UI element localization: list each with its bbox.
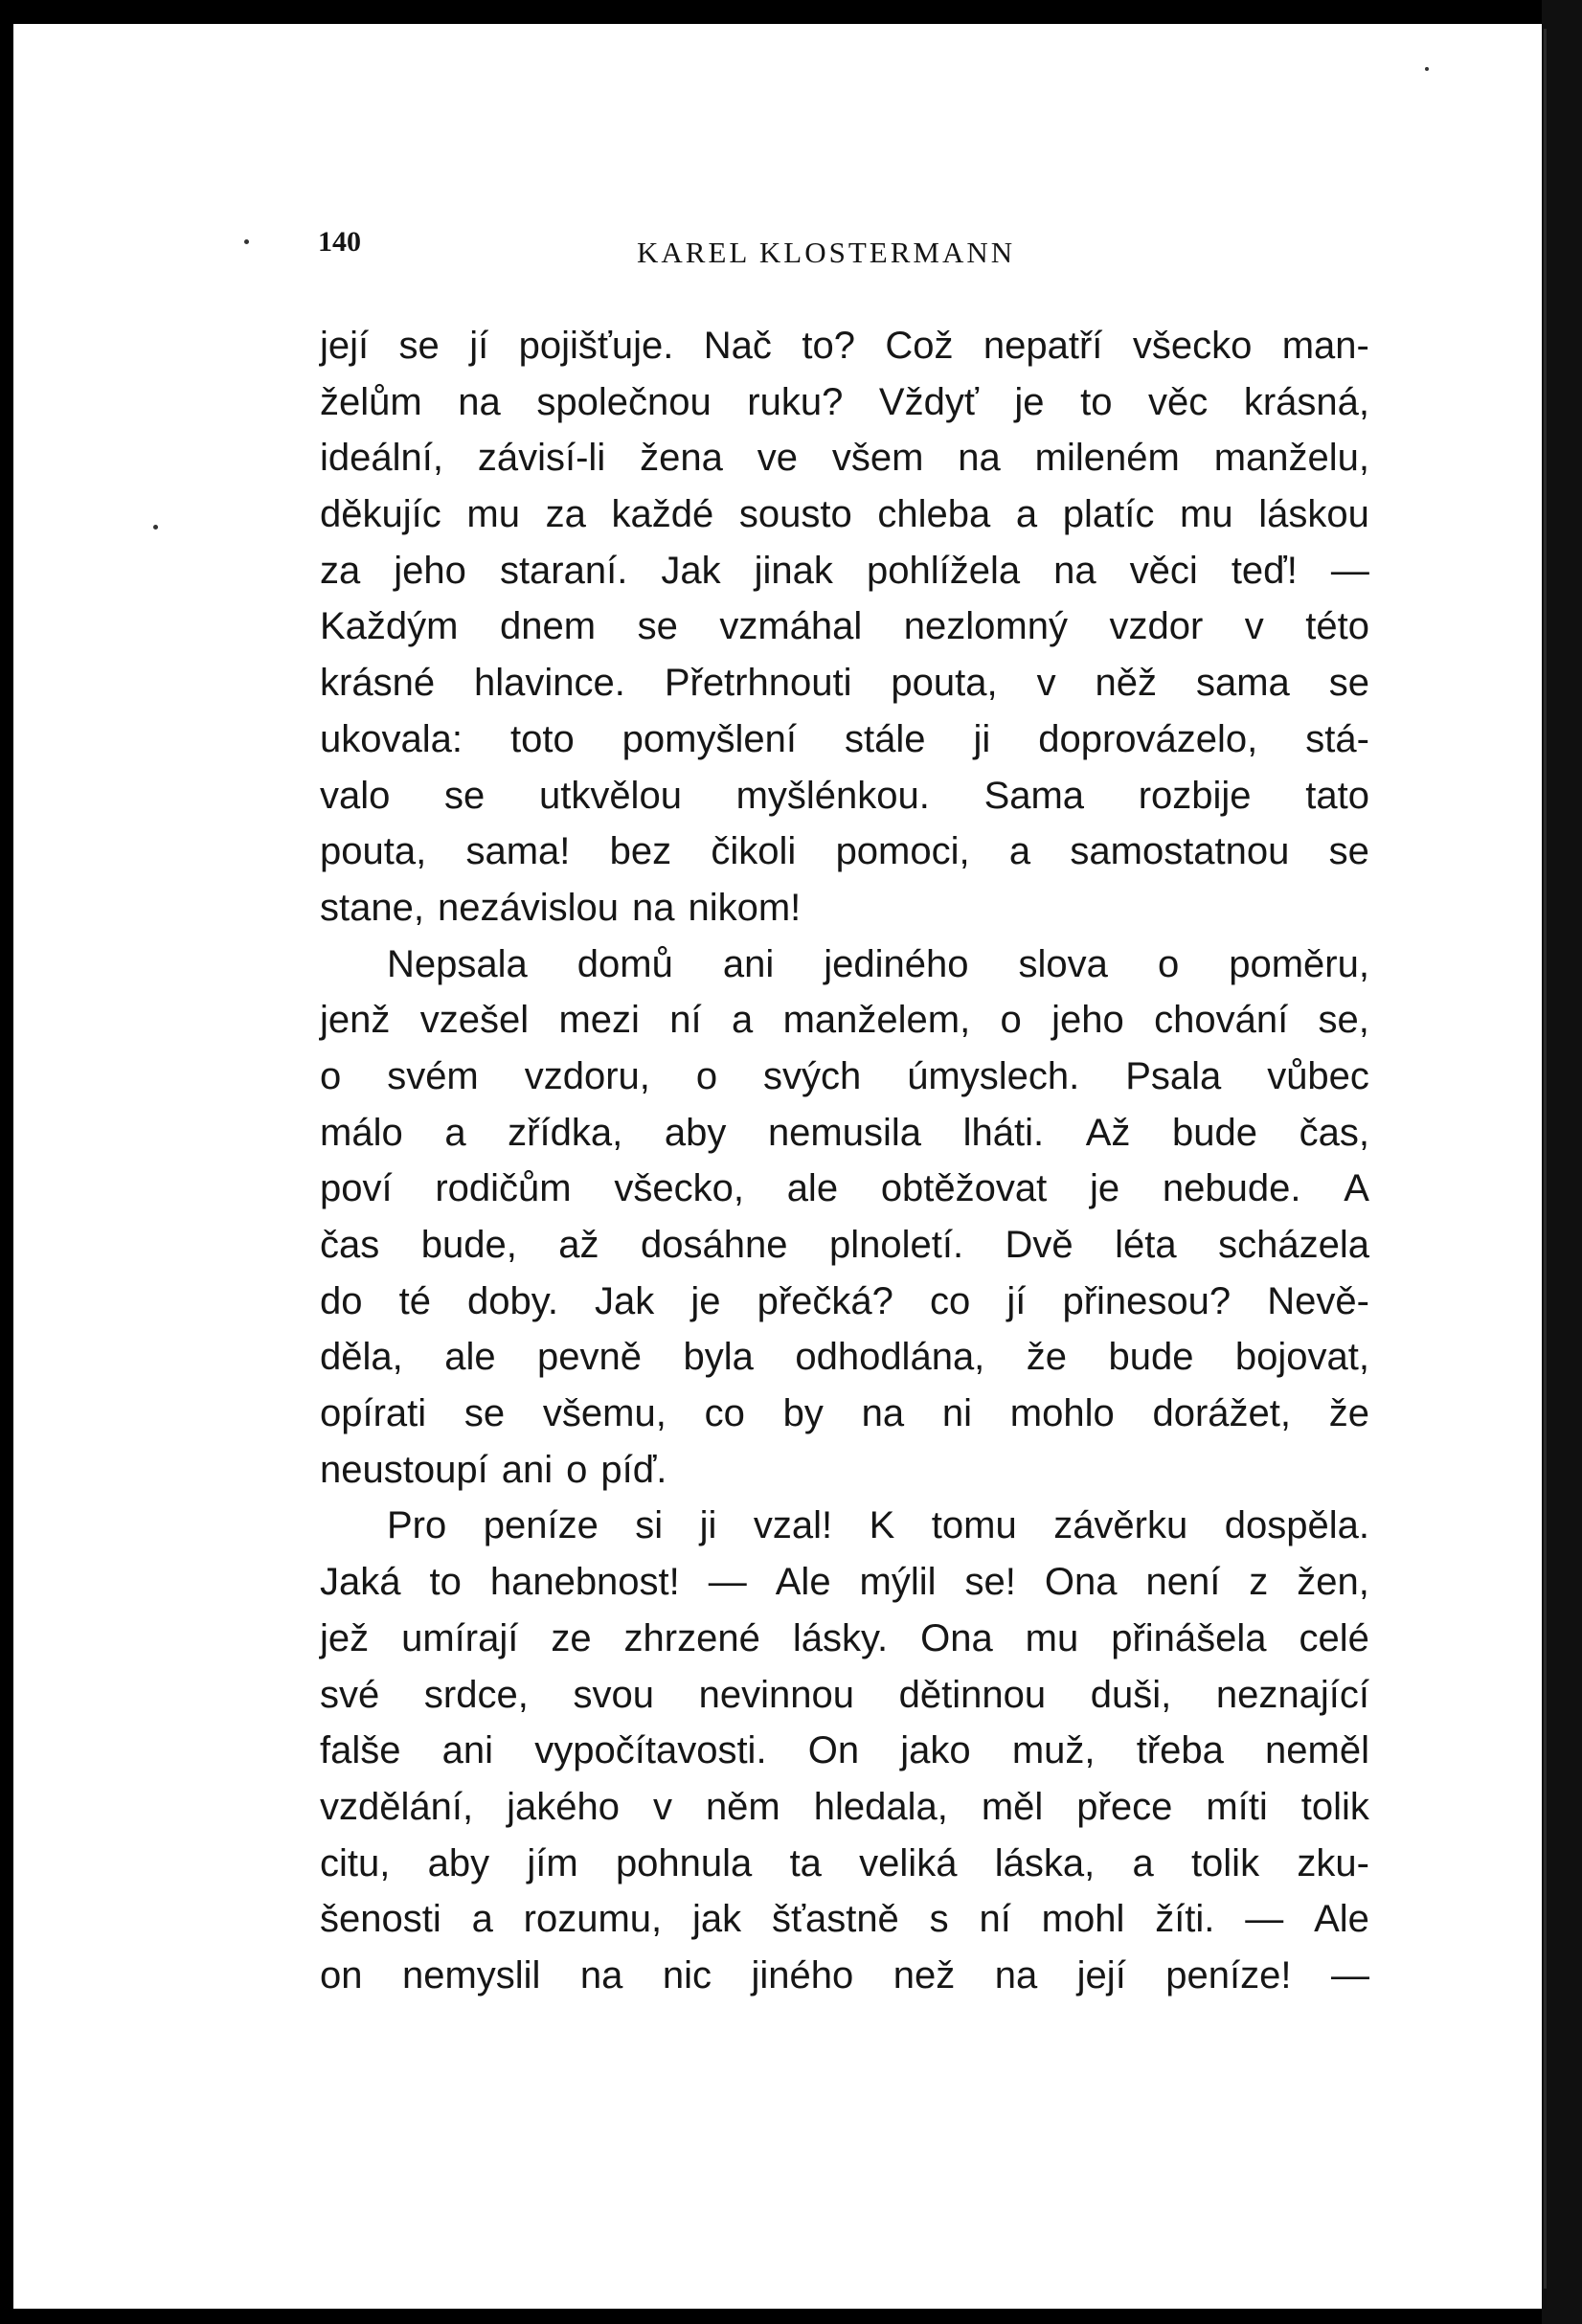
- word: lháti.: [962, 1111, 1045, 1154]
- word: Psala: [1125, 1054, 1222, 1097]
- word: opírati: [320, 1392, 427, 1435]
- word: se: [637, 605, 678, 648]
- word: krásná,: [1243, 380, 1369, 423]
- word: toto: [509, 717, 575, 760]
- word: do: [320, 1279, 363, 1322]
- word: pohlížela: [866, 549, 1021, 592]
- word: Ona: [920, 1616, 993, 1659]
- word: Nač: [703, 325, 772, 367]
- text-line: [320, 1836, 1369, 1892]
- text-line: [320, 1948, 1369, 2004]
- word: v: [652, 1785, 672, 1828]
- running-head: KAREL KLOSTERMANN: [637, 236, 1016, 269]
- word: vůbec: [1267, 1054, 1369, 1097]
- word: jeho: [1051, 999, 1124, 1042]
- word: domů: [576, 942, 673, 985]
- word: jež: [320, 1616, 370, 1659]
- word: se,: [1318, 999, 1369, 1042]
- word: jinak: [754, 549, 833, 592]
- text-line: [320, 1386, 1369, 1442]
- word: duši,: [1090, 1673, 1172, 1716]
- word: a: [1132, 1841, 1154, 1884]
- word: se: [1328, 662, 1369, 705]
- word: bude: [1108, 1336, 1194, 1379]
- word: mezi: [558, 999, 640, 1042]
- word: platíc: [1062, 493, 1155, 536]
- word: Nepsala: [387, 942, 528, 985]
- word: Až: [1085, 1111, 1131, 1154]
- text-line: [320, 374, 1369, 431]
- text-line: [320, 1329, 1369, 1386]
- word: sama!: [465, 830, 571, 873]
- word: man-: [1281, 325, 1369, 367]
- word: lásky.: [792, 1616, 889, 1659]
- word: umírají: [401, 1616, 519, 1659]
- text-line: [320, 1667, 1369, 1724]
- word: jediného: [824, 942, 969, 985]
- word: než: [893, 1953, 956, 1997]
- word: ní: [979, 1898, 1011, 1941]
- word: všecko: [1132, 325, 1253, 367]
- word: zku-: [1297, 1841, 1369, 1884]
- word: té: [398, 1279, 431, 1322]
- word: a: [731, 999, 754, 1042]
- word: pouta,: [891, 662, 998, 705]
- word: jiného: [751, 1953, 854, 1997]
- word: mohl: [1041, 1898, 1125, 1941]
- word: se: [398, 325, 440, 367]
- word: ale: [786, 1167, 839, 1210]
- word: bude: [1172, 1111, 1258, 1154]
- word: jak: [691, 1898, 742, 1941]
- word: Ale: [1314, 1898, 1369, 1941]
- word: vzmáhal: [719, 605, 863, 648]
- word: Dvě: [1005, 1224, 1074, 1266]
- word: tolik: [1190, 1841, 1260, 1884]
- word: společnou: [536, 380, 712, 423]
- word: A: [1344, 1167, 1369, 1210]
- word: —: [1245, 1898, 1284, 1941]
- word: Ale: [775, 1561, 831, 1604]
- word: ji: [699, 1504, 717, 1547]
- word: neměl: [1265, 1729, 1369, 1772]
- word: byla: [683, 1336, 754, 1379]
- word: přinášela: [1111, 1616, 1267, 1659]
- word: a: [444, 1111, 466, 1154]
- word: své: [320, 1673, 380, 1716]
- scan-speck: [153, 525, 158, 530]
- word: děla,: [320, 1336, 403, 1379]
- word: za: [545, 493, 586, 536]
- word: svém: [387, 1054, 479, 1097]
- word: léta: [1115, 1224, 1177, 1266]
- word: Ona: [1044, 1561, 1118, 1604]
- word: láskou: [1258, 493, 1369, 536]
- word: nikom!: [688, 886, 802, 929]
- word: že: [1328, 1392, 1369, 1435]
- word: samostatnou: [1070, 830, 1290, 873]
- text-line: [320, 1723, 1369, 1779]
- word: staraní.: [499, 549, 628, 592]
- word: věc: [1148, 380, 1209, 423]
- word: ani: [722, 942, 775, 985]
- word: ve: [757, 437, 798, 480]
- word: o: [566, 1448, 588, 1491]
- word: tolik: [1300, 1785, 1369, 1828]
- word: manželem,: [782, 999, 971, 1042]
- word: nebude.: [1162, 1167, 1301, 1210]
- text-line: [320, 1161, 1369, 1217]
- word: z: [1249, 1561, 1269, 1604]
- word: pohnula: [615, 1841, 753, 1884]
- word: v: [1036, 662, 1056, 705]
- word: veliká: [859, 1841, 958, 1884]
- word: srdce,: [423, 1673, 529, 1716]
- text-line: [320, 1049, 1369, 1105]
- word: manželu,: [1213, 437, 1369, 480]
- page-number: 140: [318, 226, 361, 258]
- word: přečká?: [757, 1279, 893, 1322]
- word: zhrzené: [623, 1616, 760, 1659]
- text-line: [320, 768, 1369, 824]
- word: neznající: [1215, 1673, 1369, 1716]
- scan-speck: [244, 239, 249, 244]
- text-line: [320, 1105, 1369, 1162]
- word: a: [1015, 493, 1038, 536]
- word: láska,: [994, 1841, 1096, 1884]
- word: to?: [802, 325, 855, 367]
- word: její: [1076, 1953, 1126, 1997]
- word: peníze!: [1165, 1953, 1292, 1997]
- word: krásné: [320, 662, 436, 705]
- word: sousto: [738, 493, 852, 536]
- word: děkujíc: [320, 493, 441, 536]
- word: věci: [1129, 549, 1198, 592]
- text-line: [320, 543, 1369, 599]
- word: muž,: [1011, 1729, 1096, 1772]
- word: je: [690, 1279, 721, 1322]
- word: bude,: [420, 1224, 517, 1266]
- word: a: [1008, 830, 1031, 873]
- word: jí: [1006, 1279, 1027, 1322]
- word: —: [1330, 549, 1369, 592]
- text-line: [320, 1611, 1369, 1667]
- word: ta: [789, 1841, 822, 1884]
- word: nemyslil: [401, 1953, 541, 1997]
- word: bez: [609, 830, 672, 873]
- word: doprovázelo,: [1038, 717, 1258, 760]
- word: jenž: [320, 999, 391, 1042]
- word: —: [1330, 1953, 1369, 1997]
- word: pojišťuje.: [518, 325, 674, 367]
- word: jako: [900, 1729, 971, 1772]
- word: co: [704, 1392, 745, 1435]
- word: ni: [941, 1392, 972, 1435]
- word: odhodlána,: [795, 1336, 985, 1379]
- word: rozumu,: [523, 1898, 663, 1941]
- word: čas: [320, 1224, 380, 1266]
- word: Nevě-: [1267, 1279, 1369, 1322]
- word: scházela: [1218, 1224, 1369, 1266]
- word: o: [1157, 942, 1180, 985]
- text-line: [320, 1217, 1369, 1274]
- text-line: [320, 486, 1369, 543]
- word: Jaká: [320, 1561, 401, 1604]
- word: si: [635, 1504, 664, 1547]
- word: to: [429, 1561, 462, 1604]
- word: jím: [527, 1841, 578, 1884]
- text-line: [320, 1442, 1369, 1499]
- word: dospěla.: [1224, 1504, 1369, 1547]
- word: nezávislou: [437, 886, 619, 929]
- word: až: [558, 1224, 599, 1266]
- word: utkvělou: [538, 774, 682, 817]
- word: ukovala:: [320, 717, 463, 760]
- word: mu: [466, 493, 520, 536]
- word: žíti.: [1155, 1898, 1215, 1941]
- word: vzdor: [1109, 605, 1204, 648]
- word: aby: [664, 1111, 727, 1154]
- word: stále: [844, 717, 926, 760]
- word: nic: [662, 1953, 712, 1997]
- word: pomoci,: [835, 830, 970, 873]
- text-line: [320, 1779, 1369, 1836]
- word: ale: [444, 1336, 496, 1379]
- word: málo: [320, 1111, 403, 1154]
- text-line: [320, 880, 1369, 936]
- text-line: [320, 1891, 1369, 1948]
- word: všecko,: [614, 1167, 744, 1210]
- word: na: [994, 1953, 1038, 1997]
- word: valo: [320, 774, 391, 817]
- word: nemusila: [767, 1111, 922, 1154]
- word: jakého: [507, 1785, 620, 1828]
- word: Přetrhnouti: [664, 662, 852, 705]
- word: ruku?: [747, 380, 844, 423]
- word: žena: [640, 437, 723, 480]
- word: poví: [320, 1167, 393, 1210]
- word: zřídka,: [508, 1111, 623, 1154]
- word: mu: [1025, 1616, 1079, 1659]
- word: něm: [705, 1785, 780, 1828]
- word: pouta,: [320, 830, 427, 873]
- word: je: [1090, 1167, 1120, 1210]
- word: mýlil: [859, 1561, 937, 1604]
- word: Vždyť: [878, 380, 979, 423]
- text-line: [320, 655, 1369, 711]
- word: falše: [320, 1729, 401, 1772]
- text-line: [320, 1554, 1369, 1611]
- word: doby.: [467, 1279, 558, 1322]
- word: na: [1053, 549, 1096, 592]
- word: dorážet,: [1152, 1392, 1291, 1435]
- word: nepatří: [983, 325, 1103, 367]
- word: hledala,: [813, 1785, 948, 1828]
- word: se!: [964, 1561, 1016, 1604]
- scan-speck: [1425, 67, 1429, 71]
- word: sama: [1195, 662, 1290, 705]
- word: mileném: [1034, 437, 1180, 480]
- word: K: [869, 1504, 895, 1547]
- word: o: [695, 1054, 718, 1097]
- word: mohlo: [1009, 1392, 1115, 1435]
- word: šťastně: [771, 1898, 899, 1941]
- word: poměru,: [1229, 942, 1369, 985]
- word: slova: [1018, 942, 1108, 985]
- word: chleba: [877, 493, 991, 536]
- body-text: [320, 318, 1369, 2004]
- word: peníze: [483, 1504, 599, 1547]
- word: závěrku: [1053, 1504, 1188, 1547]
- word: závisí-li: [477, 437, 606, 480]
- word: se: [463, 1392, 506, 1435]
- word: mu: [1180, 493, 1233, 536]
- word: dnem: [500, 605, 597, 648]
- word: měl: [981, 1785, 1044, 1828]
- word: na: [579, 1953, 623, 1997]
- text-line: [320, 430, 1369, 486]
- word: nezlomný: [903, 605, 1068, 648]
- text-line: [320, 598, 1369, 655]
- word: Jak: [595, 1279, 655, 1322]
- word: na: [861, 1392, 905, 1435]
- word: na: [631, 886, 675, 929]
- word: se: [444, 774, 486, 817]
- word: nevinnou: [698, 1673, 854, 1716]
- word: dosáhne: [641, 1224, 788, 1266]
- word: všemu,: [542, 1392, 667, 1435]
- text-line: [320, 318, 1369, 374]
- word: stane,: [320, 886, 424, 929]
- word: čikoli: [711, 830, 797, 873]
- word: tomu: [931, 1504, 1017, 1547]
- text-line: [320, 1498, 1369, 1554]
- word: za: [320, 549, 361, 592]
- word: o: [1000, 999, 1022, 1042]
- word: myšlénkou.: [735, 774, 930, 817]
- word: přece: [1076, 1785, 1173, 1828]
- word: ani: [441, 1729, 494, 1772]
- word: rodičům: [435, 1167, 572, 1210]
- word: On: [807, 1729, 860, 1772]
- word: aby: [427, 1841, 490, 1884]
- word: všem: [831, 437, 924, 480]
- word: se: [1328, 830, 1369, 873]
- word: pevně: [537, 1336, 643, 1379]
- word: Což: [885, 325, 954, 367]
- text-line: [320, 936, 1369, 993]
- word: Pro: [387, 1504, 447, 1547]
- word: jeho: [394, 549, 466, 592]
- word: celé: [1299, 1616, 1369, 1659]
- word: na: [958, 437, 1001, 480]
- word: by: [782, 1392, 824, 1435]
- word: vypočítavosti.: [534, 1729, 767, 1772]
- word: je: [1014, 380, 1045, 423]
- page-edge-line: [1544, 29, 1547, 2289]
- word: ideální,: [320, 437, 443, 480]
- text-line: [320, 992, 1369, 1049]
- word: píď.: [600, 1448, 667, 1491]
- word: žen,: [1297, 1561, 1369, 1604]
- word: jí: [469, 325, 489, 367]
- word: pomyšlení: [622, 717, 797, 760]
- word: neustoupí: [320, 1448, 488, 1491]
- word: ani: [501, 1448, 554, 1491]
- word: ní: [669, 999, 702, 1042]
- word: vzdělání,: [320, 1785, 474, 1828]
- word: Jak: [661, 549, 721, 592]
- word: želům: [320, 380, 422, 423]
- word: dětinnou: [898, 1673, 1047, 1716]
- word: vzal!: [753, 1504, 833, 1547]
- word: obtěžovat: [880, 1167, 1048, 1210]
- word: co: [930, 1279, 971, 1322]
- word: vzdoru,: [524, 1054, 650, 1097]
- word: a: [471, 1898, 493, 1941]
- word: přinesou?: [1062, 1279, 1232, 1322]
- word: rozbije: [1138, 774, 1252, 817]
- word: míti: [1206, 1785, 1268, 1828]
- word: svou: [573, 1673, 654, 1716]
- word: to: [1080, 380, 1113, 423]
- scan-gutter: [1542, 0, 1582, 2324]
- text-line: [320, 824, 1369, 880]
- word: plnoletí.: [828, 1224, 964, 1266]
- word: stá-: [1305, 717, 1369, 760]
- word: hanebnost!: [489, 1561, 680, 1604]
- word: není: [1145, 1561, 1221, 1604]
- word: že: [1026, 1336, 1067, 1379]
- word: hlavince.: [474, 662, 625, 705]
- word: na: [458, 380, 501, 423]
- word: každé: [611, 493, 714, 536]
- word: v: [1244, 605, 1264, 648]
- word: citu,: [320, 1841, 391, 1884]
- word: chování: [1154, 999, 1289, 1042]
- word: o: [320, 1054, 342, 1097]
- word: její: [320, 325, 370, 367]
- word: tato: [1305, 774, 1369, 817]
- word: vzešel: [419, 999, 530, 1042]
- text-line: [320, 711, 1369, 768]
- word: bojovat,: [1234, 1336, 1369, 1379]
- word: svých: [763, 1054, 862, 1097]
- word: úmyslech.: [907, 1054, 1080, 1097]
- word: třeba: [1136, 1729, 1224, 1772]
- word: on: [320, 1953, 363, 1997]
- word: Každým: [320, 605, 459, 648]
- text-line: [320, 1274, 1369, 1330]
- word: Sama: [983, 774, 1085, 817]
- word: teď!: [1231, 549, 1298, 592]
- word: čas,: [1299, 1111, 1369, 1154]
- word: s: [929, 1898, 949, 1941]
- word: této: [1305, 605, 1369, 648]
- word: —: [708, 1561, 747, 1604]
- word: ji: [973, 717, 991, 760]
- word: ze: [551, 1616, 592, 1659]
- word: něž: [1095, 662, 1158, 705]
- word: šenosti: [320, 1898, 441, 1941]
